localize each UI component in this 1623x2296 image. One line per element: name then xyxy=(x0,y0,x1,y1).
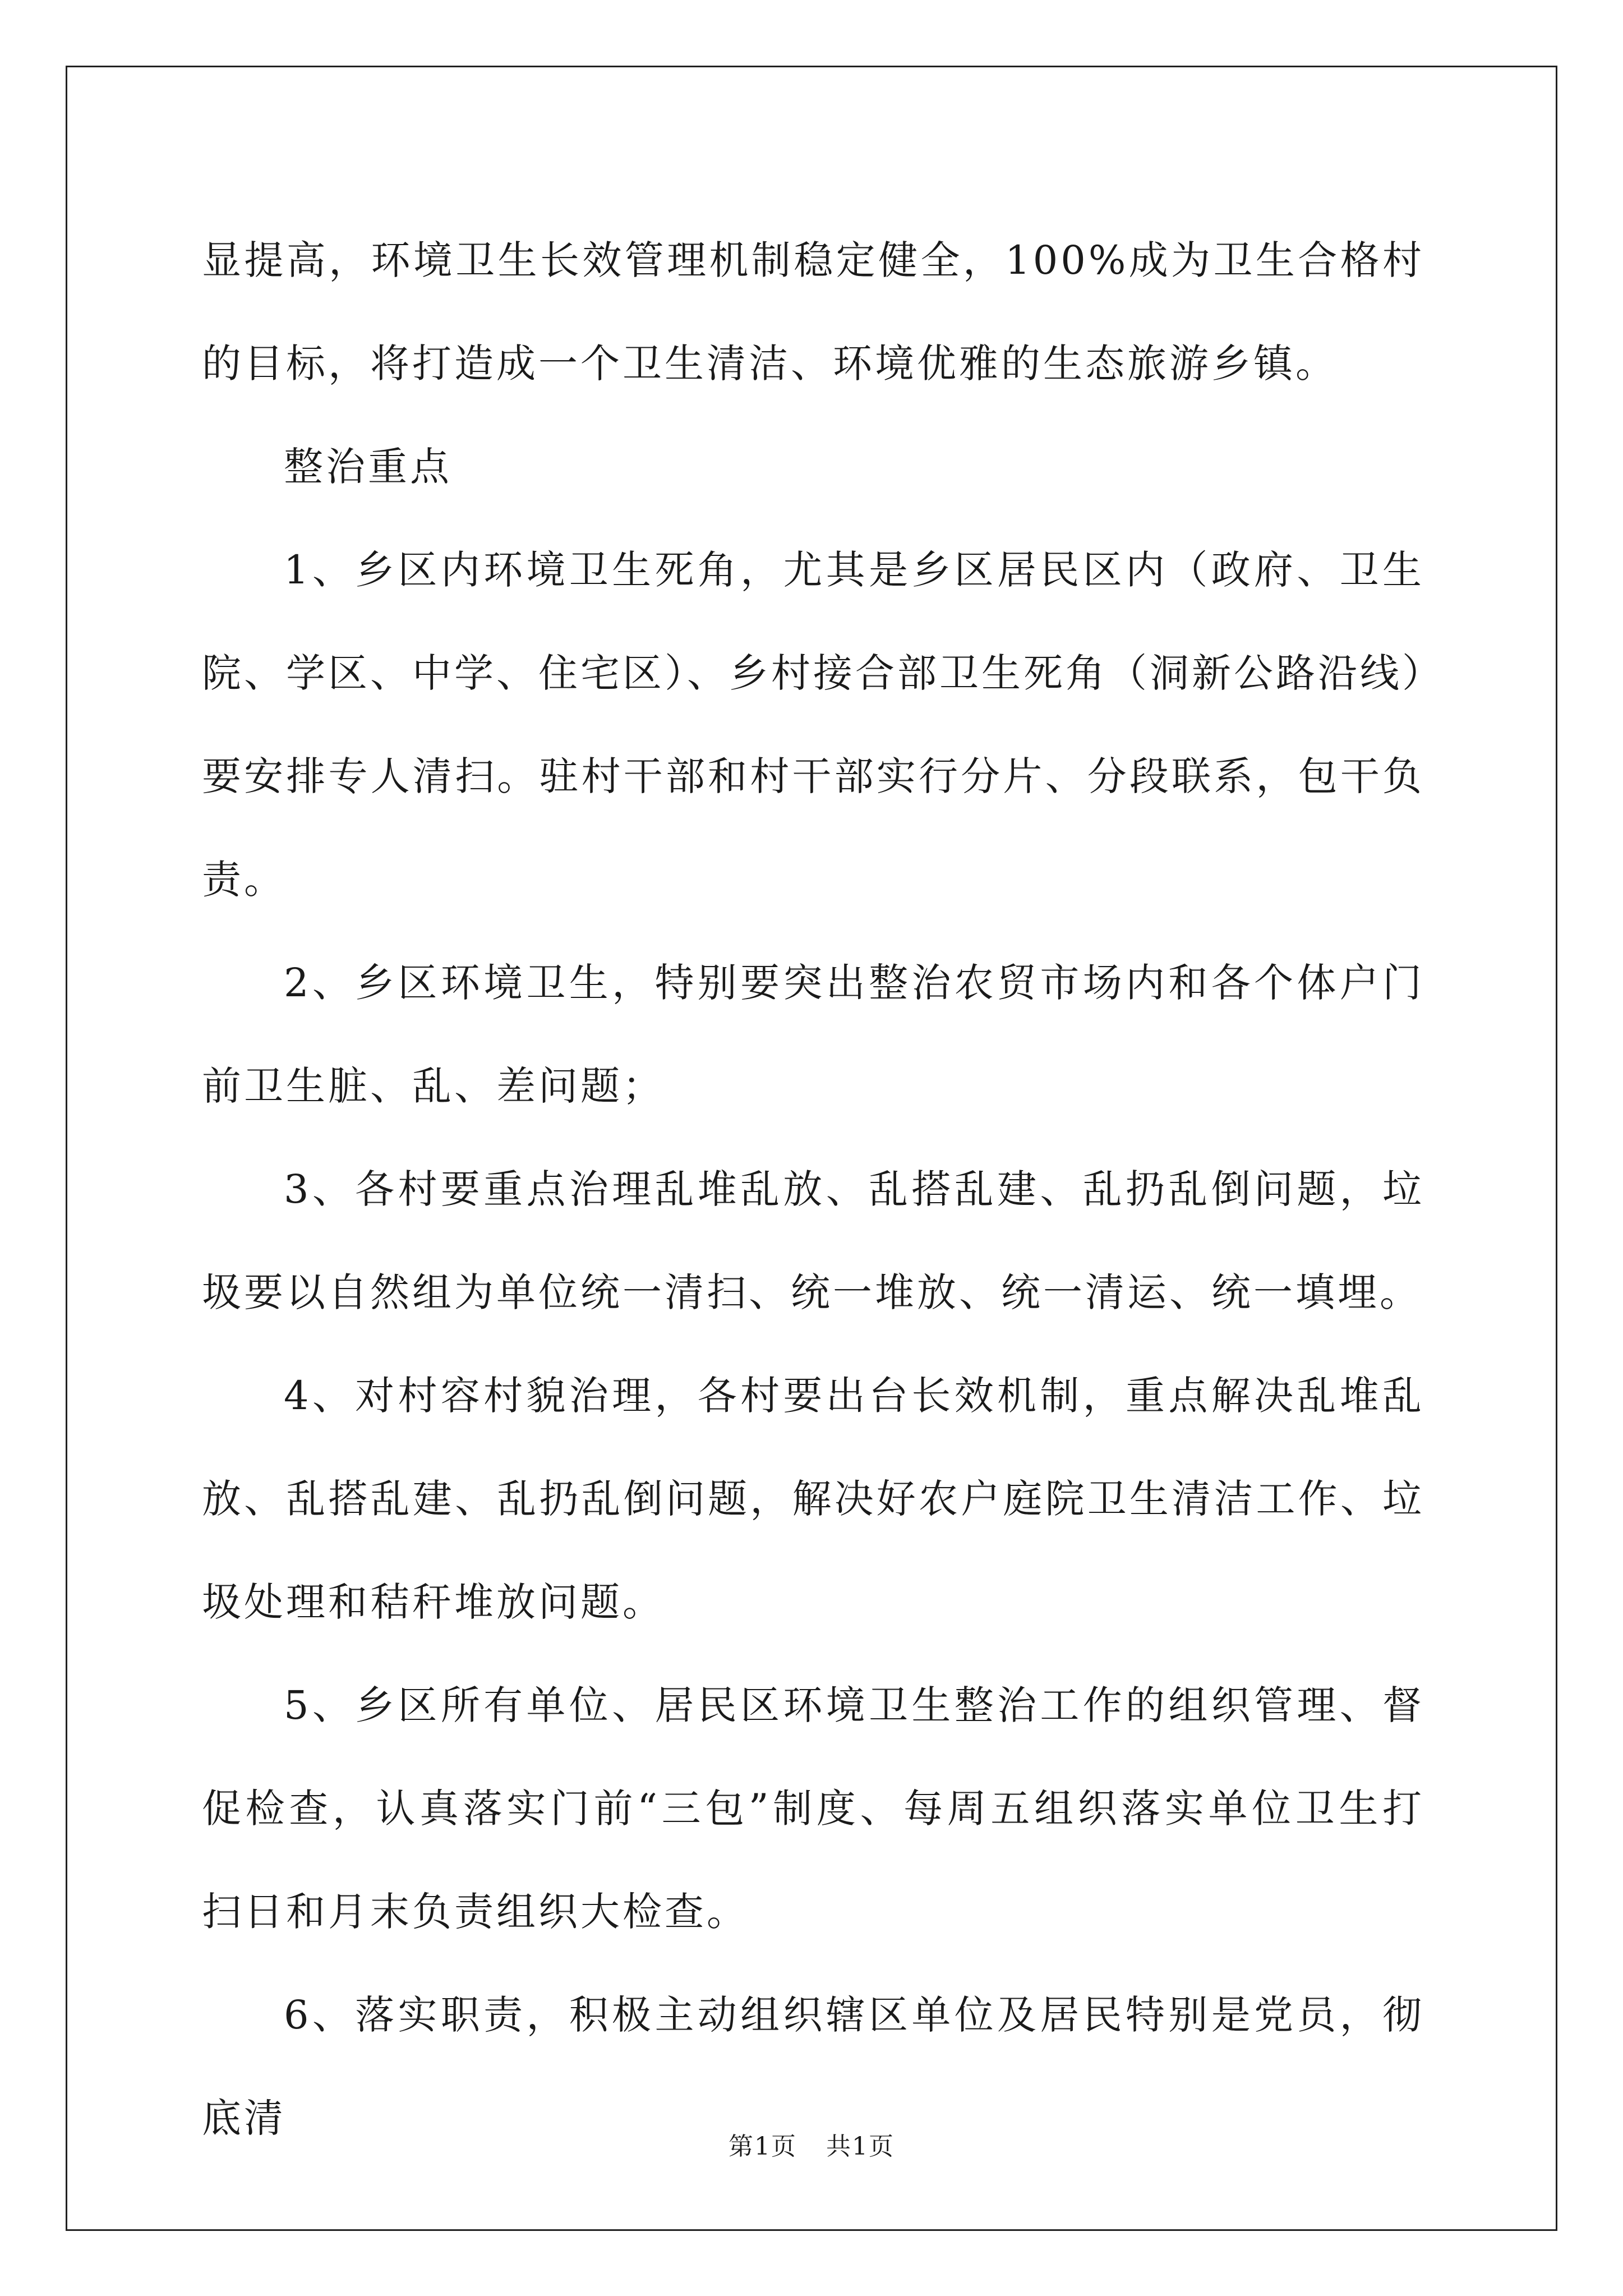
paragraph-item-4: 4、对村容村貌治理，各村要出台长效机制，重点解决乱堆乱放、乱搭乱建、乱扔乱倒问题，解决好农户庭院卫生清洁工作、垃圾处理和秸秆堆放问题。 xyxy=(202,1373,1424,1625)
paragraph-item-2: 2、乡区环境卫生，特别要突出整治农贸市场内和各个体户门前卫生脏、乱、差问题； xyxy=(202,960,1424,1109)
paragraph-1: 显提高，环境卫生长效管理机制稳定健全，100%成为卫生合格村的目标，将打造成一个卫生清洁、环境优雅的生态旅游乡镇。 xyxy=(202,237,1424,386)
document-body xyxy=(202,209,1424,2170)
paragraph-item-3: 3、各村要重点治理乱堆乱放、乱搭乱建、乱扔乱倒问题，垃圾要以自然组为单位统一清扫、统一堆放、统一清运、统一填埋。 xyxy=(202,1166,1424,1315)
page-footer xyxy=(0,2130,1623,2164)
paragraph-item-6: 6、落实职责，积极主动组织辖区单位及居民特别是党员，彻底清 xyxy=(202,1992,1424,2141)
section-heading: 整治重点 xyxy=(284,444,452,490)
page-number: 第1页 xyxy=(728,2132,797,2161)
paragraph-item-1: 1、乡区内环境卫生死角，尤其是乡区居民区内（政府、卫生院、学区、中学、住宅区）、乡村接合部卫生死角（洞新公路沿线）要安排专人清扫。驻村干部和村干部实行分片、分段联系，包干负责。 xyxy=(202,547,1424,903)
page-total: 共1页 xyxy=(826,2132,895,2161)
paragraph-item-5: 5、乡区所有单位、居民区环境卫生整治工作的组织管理、督促检查，认真落实门前“三包”制度、每周五组织落实单位卫生打扫日和月末负责组织大检查。 xyxy=(202,1682,1424,1935)
